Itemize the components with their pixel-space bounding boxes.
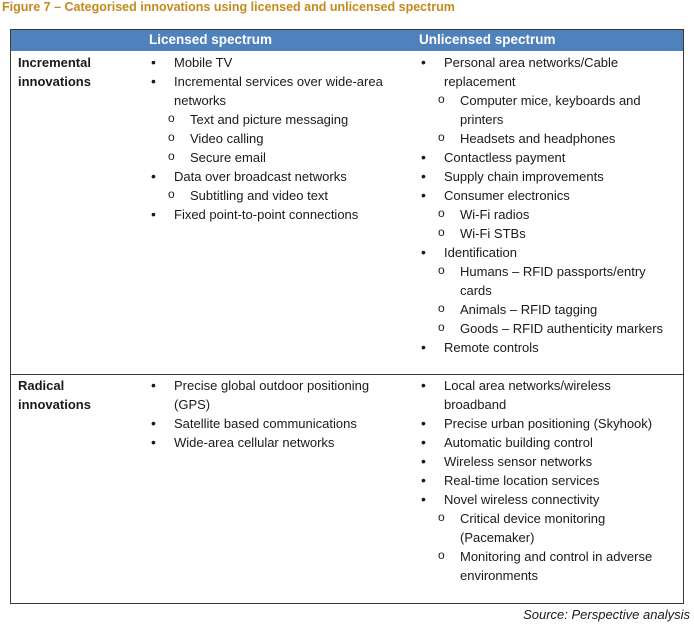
incremental-licensed-list	[149, 53, 383, 224]
list-item: • Data over broadcast networks	[149, 167, 383, 186]
row-label-incremental	[18, 53, 91, 91]
sub-list-item: environments	[460, 568, 539, 583]
list-item: • Automatic building control	[419, 433, 652, 452]
list-item: (GPS)	[174, 397, 211, 412]
sub-list-item: o Text and picture messaging	[149, 110, 383, 129]
list-item: • Personal area networks/Cable	[419, 53, 663, 72]
list-item: • Precise urban positioning (Skyhook)	[419, 414, 652, 433]
sub-list-item: o Goods – RFID authenticity markers	[419, 319, 663, 338]
row-label-radical	[18, 376, 91, 414]
list-item: • Identification	[419, 243, 663, 262]
sub-list-item: o Computer mice, keyboards and	[419, 91, 663, 110]
sub-list-item: o Humans – RFID passports/entry	[419, 262, 663, 281]
list-item: replacement	[444, 74, 516, 89]
sub-list-item: o Monitoring and control in adverse	[419, 547, 652, 566]
list-item: • Novel wireless connectivity	[419, 490, 652, 509]
sub-list-item: o Subtitling and video text	[149, 186, 383, 205]
table-header	[11, 30, 683, 51]
list-item: • Contactless payment	[419, 148, 663, 167]
source-note: Source: Perspective analysis	[523, 607, 690, 622]
sub-list-item: o Headsets and headphones	[419, 129, 663, 148]
row-label-line: innovations	[18, 397, 91, 412]
list-item: • Remote controls	[419, 338, 663, 357]
list-item: broadband	[444, 397, 507, 412]
list-item: • Wide-area cellular networks	[149, 433, 369, 452]
list-item: networks	[174, 93, 227, 108]
row-label-line: innovations	[18, 74, 91, 89]
innovations-table	[10, 29, 684, 604]
list-item: • Precise global outdoor positioning	[149, 376, 369, 395]
row-label-line: Radical	[18, 378, 65, 393]
list-item: • Wireless sensor networks	[419, 452, 652, 471]
licensed-column-header: Licensed spectrum	[149, 32, 273, 47]
list-item: • Real-time location services	[419, 471, 652, 490]
row-divider	[11, 374, 683, 375]
list-item: • Supply chain improvements	[419, 167, 663, 186]
incremental-unlicensed-list	[419, 53, 663, 357]
sub-list-item: cards	[460, 283, 492, 298]
list-item: • Fixed point-to-point connections	[149, 205, 383, 224]
radical-licensed-list	[149, 376, 369, 452]
list-item: • Mobile TV	[149, 53, 383, 72]
sub-list-item: (Pacemaker)	[460, 530, 535, 545]
row-label-line: Incremental	[18, 55, 91, 70]
sub-list-item: o Wi-Fi STBs	[419, 224, 663, 243]
sub-list-item: o Critical device monitoring	[419, 509, 652, 528]
sub-list-item: printers	[460, 112, 504, 127]
list-item: • Incremental services over wide-area	[149, 72, 383, 91]
list-item: • Satellite based communications	[149, 414, 369, 433]
sub-list-item: o Animals – RFID tagging	[419, 300, 663, 319]
figure-title: Figure 7 – Categorised innovations using licensed and unlicensed spectrum	[2, 0, 455, 14]
sub-list-item: o Wi-Fi radios	[419, 205, 663, 224]
radical-unlicensed-list	[419, 376, 652, 585]
list-item: • Consumer electronics	[419, 186, 663, 205]
unlicensed-column-header: Unlicensed spectrum	[419, 32, 556, 47]
sub-list-item: o Secure email	[149, 148, 383, 167]
sub-list-item: o Video calling	[149, 129, 383, 148]
list-item: • Local area networks/wireless	[419, 376, 652, 395]
